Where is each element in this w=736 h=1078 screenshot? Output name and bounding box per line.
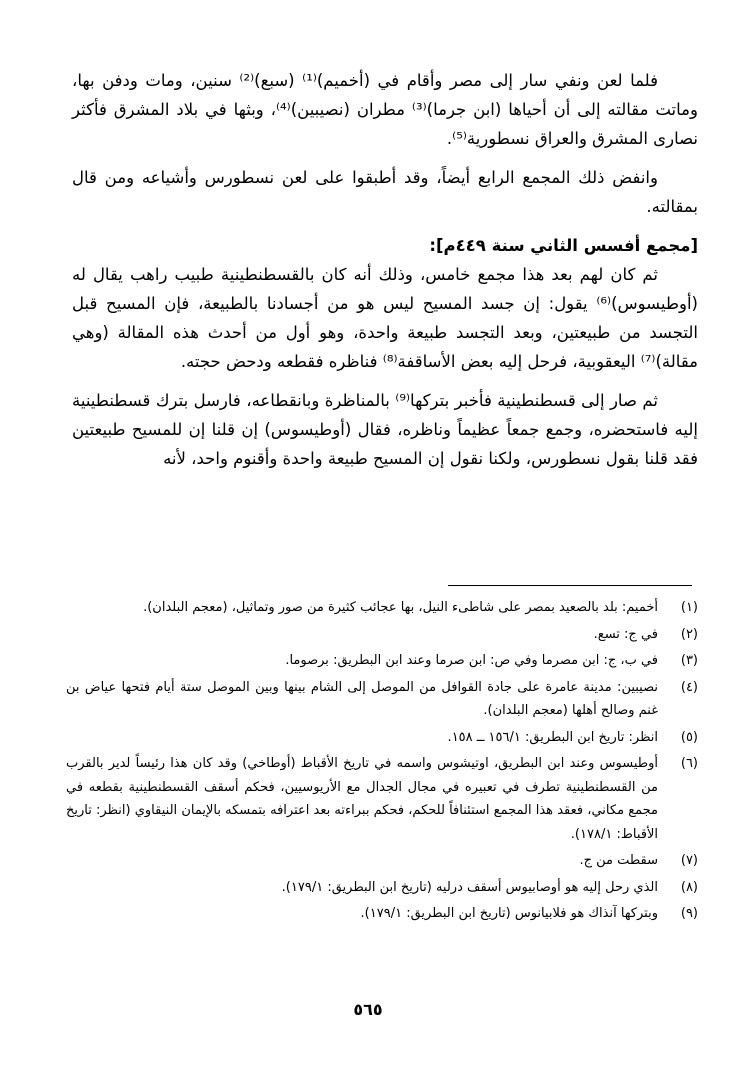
page-number: ٥٦٥: [353, 1000, 383, 1019]
footnote-number: (٤): [680, 679, 698, 695]
paragraph: ثم صار إلى قسطنطينية فأخبر بتركها⁽⁹⁾ بالمناظرة وبانقطاعه، فارسل بترك قسطنطينية إليه فاستحضره، وجمع جمعاً عظيماً وناظره، فقال (أوطيسوس) إن قلنا إن للمسيح طبيعتين فقد قلنا بقول نسطورس، ولكنا نقول إن المسيح طبيعة واحدة وأقنوم واحد، لأنه: [72, 391, 698, 468]
main-text: [72, 66, 698, 483]
paragraph: وانفض ذلك المجمع الرابع أيضاً، وقد أطبقوا على لعن نسطورس وأشياعه ومن قال بمقالته.: [72, 168, 698, 216]
footnote: [66, 623, 698, 647]
footnote-text: أوطيسوس وعند ابن البطريق، اوتيشوس واسمه في تاريخ الأقباط (أوطاخي) وقد كان هذا رئيساً لدير بالقرب من القسطنطينية تطرف في تعبيره في مجال الجدال مع الأريوسيين، فحكم أسقف القسطنطينية بقطعه في مجمع مكاني، فعقد هذا المجمع استئنافاً للحكم، فحكم ببراءته بعد اعترافه بتمسكه بالإيمان النيقاوي (انظر: تاريخ الأقباط: ١٧٨/١).: [66, 756, 658, 842]
footnote-text: في ج: تسع.: [593, 626, 658, 642]
footnote-number: (٩): [680, 906, 698, 921]
footnote-number: (١): [680, 600, 698, 615]
footnote-number: (٣): [680, 653, 698, 668]
footnotes-list: [66, 596, 698, 929]
footnote: [66, 849, 698, 873]
footnote: [66, 596, 698, 620]
footnote: [66, 676, 698, 723]
footnote: [66, 649, 698, 673]
footnote-text: نصيبين: مدينة عامرة على جادة القوافل من الموصل إلى الشام بينها وبين الموصل ستة أيام فتحها عياض بن غنم وصالح أهلها (معجم البلدان).: [66, 679, 658, 718]
footnote-text: سقطت من ج.: [579, 853, 658, 868]
footnote: [66, 902, 698, 926]
footnote-number: (٧): [680, 853, 698, 868]
footnote-number: (٦): [680, 756, 698, 771]
footnote-text: وبتركها آنذاك هو فلابيانوس (تاريخ ابن البطريق: ١٧٩/١).: [360, 906, 658, 921]
paragraph: فلما لعن ونفي سار إلى مصر وأقام في (أخميم)⁽¹⁾ (سبع)⁽²⁾ سنين، ومات ودفن بها، وماتت مقالته إلى أن أحياها (ابن جرما)⁽³⁾ مطران (نصيبين)⁽⁴⁾، وبثها في بلاد المشرق فأكثر نصارى المشرق والعراق نسطورية⁽⁵⁾.: [72, 71, 698, 148]
paragraph: ثم كان لهم بعد هذا مجمع خامس، وذلك أنه كان بالقسطنطينية طبيب راهب يقال له (أوطيسوس)⁽⁶⁾ يقول: إن جسد المسيح ليس هو من أجسادنا بالطبيعة، فإن المسيح قبل التجسد من طبيعتين، وبعد التجسد طبيعة واحدة، وهو أول من أحدث هذه المقالة (وهي مقالة)⁽⁷⁾ اليعقوبية، فرحل إليه بعض الأساقفة⁽⁸⁾ فناظره فقطعه ودحض حجته.: [72, 265, 698, 371]
footnote-text: انظر: تاريخ ابن البطريق: ١٥٦/١ ــ ١٥٨.: [447, 729, 658, 745]
footnote-number: (٥): [680, 729, 698, 745]
footnote-number: (٢): [680, 626, 698, 642]
footnote-number: (٨): [680, 879, 698, 895]
footnote: [66, 876, 698, 900]
footnote-text: أخميم: بلد بالصعيد بمصر على شاطىء النيل، بها عجائب كثيرة من صور وتماثيل، (معجم البلدان).: [143, 600, 658, 615]
section-heading: [مجمع أفسس الثاني سنة ٤٤٩م]:: [429, 236, 698, 255]
footnote-text: في ب، ج: ابن مصرما وفي ص: ابن صرما وعند ابن البطريق: برصوما.: [285, 653, 658, 668]
footnote: [66, 752, 698, 846]
footnote-separator: [448, 585, 692, 586]
footnote-text: الذي رحل إليه هو أوصابيوس أسقف درليه (تاريخ ابن البطريق: ١٧٩/١).: [281, 879, 658, 895]
footnote: [66, 726, 698, 750]
